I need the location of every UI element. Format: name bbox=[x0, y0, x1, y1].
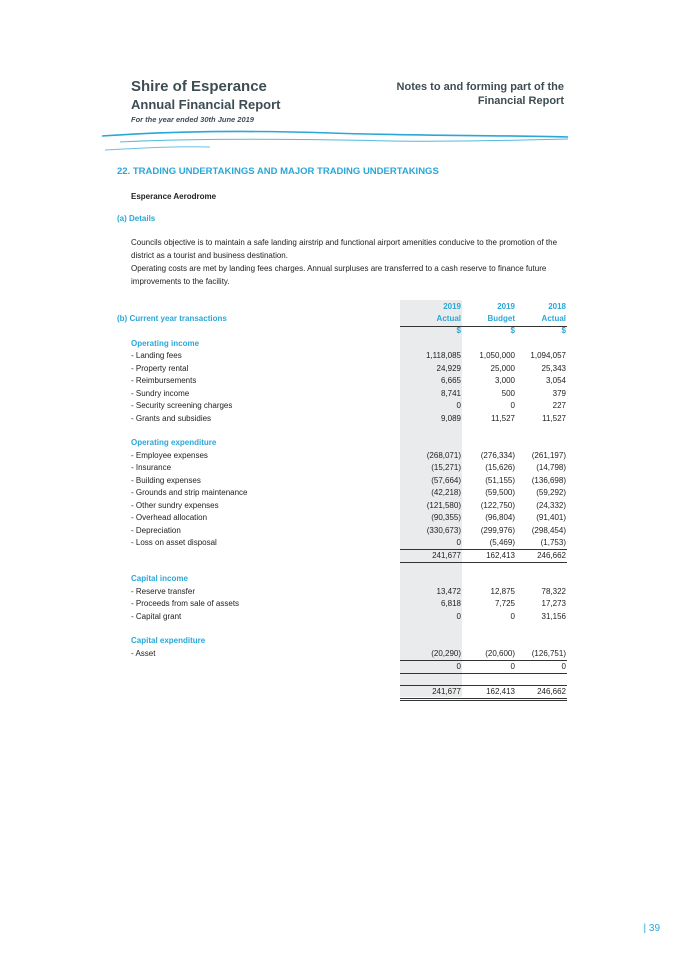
col-2019-actual-header bbox=[401, 301, 461, 337]
table-row: - Proceeds from sale of assets 6,818 7,725 17,273 bbox=[131, 599, 566, 608]
col-header-type: Actual bbox=[436, 314, 461, 323]
notes-heading bbox=[397, 80, 564, 108]
table-row: - Security screening charges 0 0 227 bbox=[131, 401, 566, 410]
col-header-unit: $ bbox=[561, 326, 566, 335]
header-swoosh-decoration bbox=[100, 126, 570, 156]
table-row: - Overhead allocation (90,355) (96,804) (91,401) bbox=[131, 513, 566, 522]
table-row: - Property rental 24,929 25,000 25,343 bbox=[131, 363, 566, 373]
report-title: Annual Financial Report bbox=[131, 97, 281, 112]
col-header-type: Actual bbox=[541, 314, 566, 323]
section-title: 22. TRADING UNDERTAKINGS AND MAJOR TRADING UNDERTAKINGS bbox=[117, 166, 439, 177]
subtotal-row: 0 0 0 bbox=[456, 661, 566, 671]
details-paragraph-1: Councils objective is to maintain a safe landing airstrip and functional airport amenities conducive to the promotion of the district as a tourist and business destination. bbox=[131, 238, 558, 260]
group-heading-capital-expenditure: Capital expenditure bbox=[131, 636, 206, 645]
table-row: - Depreciation (330,673) (299,976) (298,454) bbox=[131, 525, 566, 535]
grand-total-row: 241,677 162,413 246,662 bbox=[432, 686, 566, 696]
details-paragraph-2: Operating costs are met by landing fees charges. Annual surpluses are transferred to a cash reserve to finance future improvements to the facility. bbox=[131, 264, 547, 286]
table-row: - Grounds and strip maintenance (42,218) (59,500) (59,292) bbox=[131, 488, 566, 497]
table-row: - Capital grant 0 0 31,156 bbox=[131, 611, 566, 621]
total-double-underline-1 bbox=[400, 698, 567, 699]
total-double-underline-2 bbox=[400, 700, 567, 701]
table-row: - Sundry income 8,741 500 379 bbox=[131, 388, 566, 398]
col-header-year: 2018 bbox=[548, 302, 566, 311]
undertaking-name: Esperance Aerodrome bbox=[131, 192, 217, 201]
group-heading-operating-expenditure: Operating expenditure bbox=[131, 438, 217, 447]
col-header-type: Budget bbox=[487, 314, 515, 323]
notes-heading-line2: Financial Report bbox=[477, 95, 564, 107]
report-period: For the year ended 30th June 2019 bbox=[131, 115, 254, 124]
group-heading-capital-income: Capital income bbox=[131, 574, 188, 583]
col-2018-actual-header bbox=[506, 301, 566, 337]
table-row: - Insurance (15,271) (15,626) (14,798) bbox=[131, 463, 566, 472]
table-row: - Employee expenses (268,071) (276,334) (261,197) bbox=[131, 450, 566, 460]
table-row: - Grants and subsidies 9,089 11,527 11,527 bbox=[131, 413, 566, 423]
table-row: - Loss on asset disposal 0 (5,469) (1,753) bbox=[131, 538, 566, 547]
header-underline bbox=[400, 326, 567, 327]
table-row: - Other sundry expenses (121,580) (122,750) (24,332) bbox=[131, 500, 566, 510]
table-row: - Landing fees 1,118,085 1,050,000 1,094,057 bbox=[131, 351, 566, 360]
org-name: Shire of Esperance bbox=[131, 78, 267, 95]
col-header-year: 2019 bbox=[443, 302, 461, 311]
table-row: - Reserve transfer 13,472 12,875 78,322 bbox=[131, 586, 566, 596]
col-header-unit: $ bbox=[456, 326, 461, 335]
table-row: - Building expenses (57,664) (51,155) (136,698) bbox=[131, 475, 566, 485]
page-number: | 39 bbox=[643, 923, 660, 934]
subtotal-row: 241,677 162,413 246,662 bbox=[432, 550, 566, 560]
details-label: (a) Details bbox=[117, 214, 156, 223]
table-title: (b) Current year transactions bbox=[117, 314, 227, 323]
group-heading-operating-income: Operating income bbox=[131, 339, 200, 348]
notes-heading-line1: Notes to and forming part of the bbox=[396, 81, 564, 93]
subtotal-underline bbox=[400, 562, 567, 563]
col-header-year: 2019 bbox=[497, 302, 515, 311]
table-row: - Reimbursements 6,665 3,000 3,054 bbox=[131, 376, 566, 385]
subtotal-underline bbox=[400, 673, 567, 674]
table-row: - Asset (20,290) (20,600) (126,751) bbox=[131, 648, 566, 658]
col-header-unit: $ bbox=[510, 326, 515, 335]
